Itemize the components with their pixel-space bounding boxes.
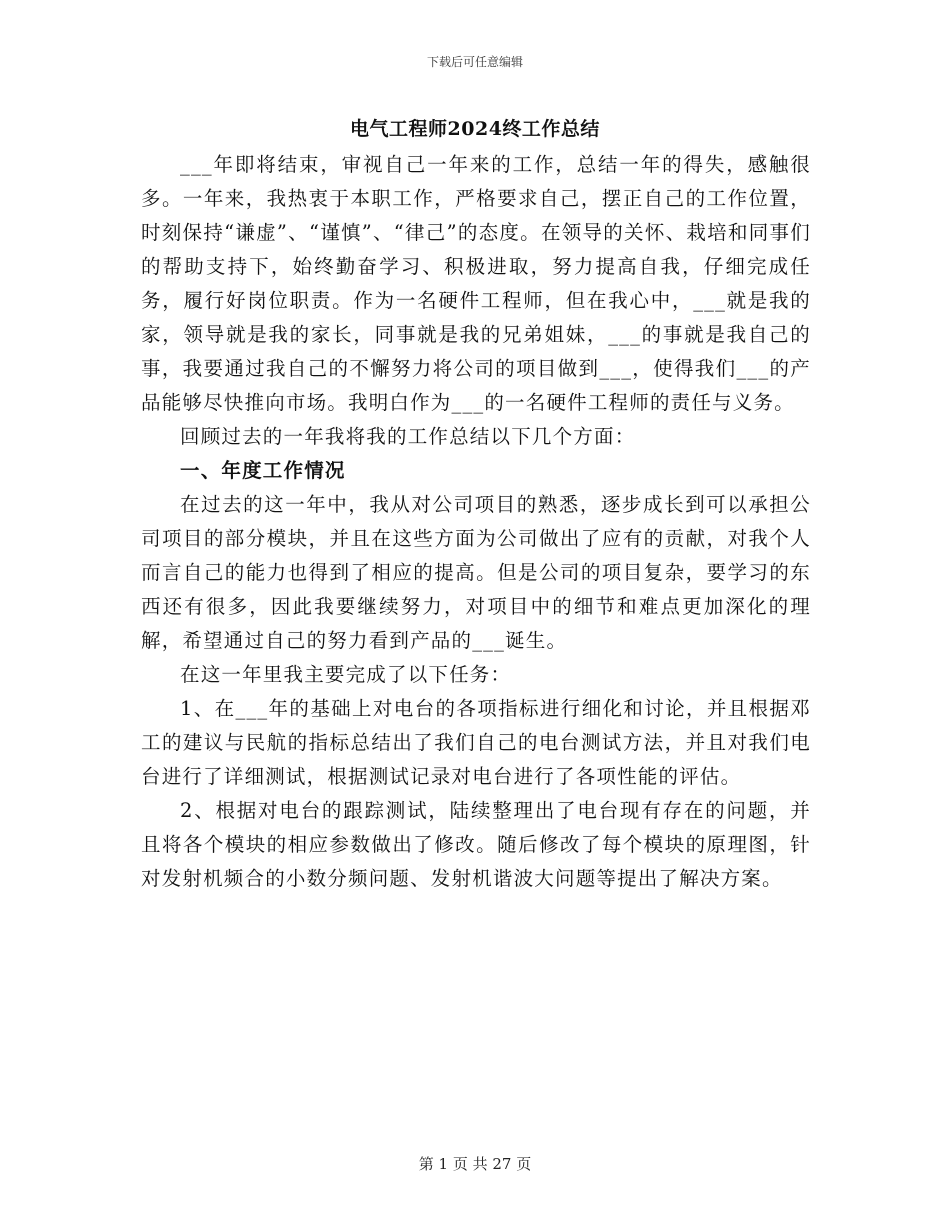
paragraph-review: 回顾过去的一年我将我的工作总结以下几个方面： (180, 425, 636, 448)
page-number: 第 1 页 共 27 页 (418, 1155, 532, 1173)
paragraph-task-1: 1、在___年的基础上对电台的各项指标进行细化和讨论，并且根据邓工的建议与民航的指标总结出了我们自己的电台测试方法，并且对我们电台进行了详细测试，根据测试记录对电台进行了各项性能的评估。 (141, 697, 811, 788)
document-body (141, 148, 811, 896)
section-heading: 一、年度工作情况 (180, 459, 346, 482)
paragraph-task-2: 2、根据对电台的跟踪测试，陆续整理出了电台现有存在的问题，并且将各个模块的相应参数做出了修改。随后修改了每个模块的原理图，针对发射机频合的小数分频问题、发射机谐波大问题等提出了解决方案。 (141, 799, 811, 890)
header-note: 下载后可任意编辑 (426, 55, 523, 69)
paragraph-annual-work: 在过去的这一年中，我从对公司项目的熟悉，逐步成长到可以承担公司项目的部分模块，并且在这些方面为公司做出了应有的贡献，对我个人而言自己的能力也得到了相应的提高。但是公司的项目复杂，要学习的东西还有很多，因此我要继续努力，对项目中的细节和难点更加深化的理解，希望通过自己的努力看到产品的___诞生。 (141, 493, 811, 652)
paragraph-intro: ___年即将结束，审视自己一年来的工作，总结一年的得失，感触很多。一年来，我热衷于本职工作，严格要求自己，摆正自己的工作位置，时刻保持“谦虚”、“谨慎”、“律己”的态度。在领导的关怀、栽培和同事们的帮助支持下，始终勤奋学习、积极进取，努力提高自我，仔细完成任务，履行好岗位职责。作为一名硬件工程师，但在我心中，___就是我的家，领导就是我的家长，同事就是我的兄弟姐妹，___的事就是我自己的事，我要通过我自己的不懈努力将公司的项目做到___，使得我们___的产品能够尽快推向市场。我明白作为___的一名硬件工程师的责任与义务。 (141, 153, 811, 414)
paragraph-tasks-intro: 在这一年里我主要完成了以下任务： (180, 663, 512, 686)
document-title: 电气工程师2024终工作总结 (350, 118, 600, 140)
